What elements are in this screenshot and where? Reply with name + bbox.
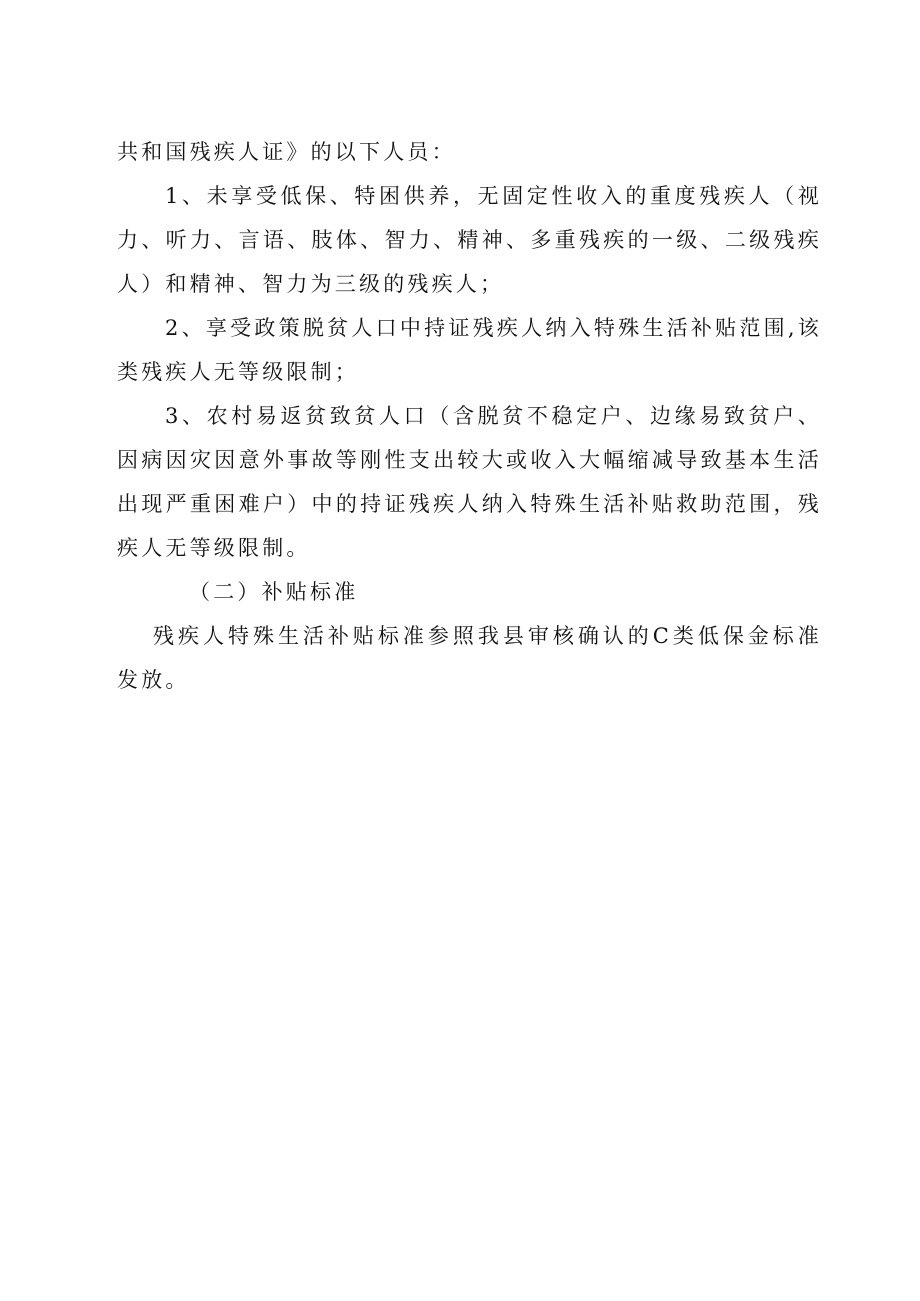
paragraph-subsidy-standard: 残疾人特殊生活补贴标准参照我县审核确认的C类低保金标准发放。 [117,624,822,692]
list-item-1: 1、未享受低保、特困供养，无固定性收入的重度残疾人（视力、听力、言语、肢体、智力、精神、多重残疾的一级、二级残疾人）和精神、智力为三级的残疾人； [117,184,822,296]
section-heading-subsidy-standard: （二）补贴标准 [189,580,359,604]
document-body [117,130,822,702]
list-item-3: 3、农村易返贫致贫人口（含脱贫不稳定户、边缘易致贫户、因病因灾因意外事故等刚性支出较大或收入大幅缩减导致基本生活出现严重困难户）中的持证残疾人纳入特殊生活补贴救助范围，残疾人无等级限制。 [117,404,822,560]
list-item-2: 2、享受政策脱贫人口中持证残疾人纳入特殊生活补贴范围,该类残疾人无等级限制； [117,316,822,384]
paragraph-continuation: 共和国残疾人证》的以下人员： [117,140,456,164]
